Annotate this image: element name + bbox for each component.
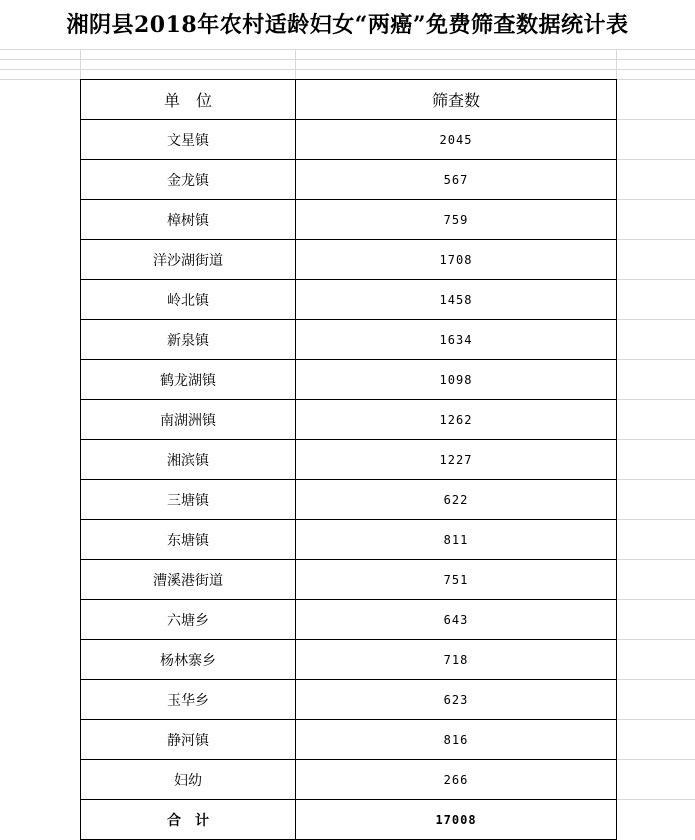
count-cell[interactable]: 623 — [296, 680, 617, 720]
unit-cell[interactable]: 三塘镇 — [81, 480, 296, 520]
count-cell[interactable]: 1098 — [296, 360, 617, 400]
table-row — [81, 160, 617, 200]
unit-cell[interactable]: 樟树镇 — [81, 200, 296, 240]
count-cell[interactable]: 266 — [296, 760, 617, 800]
table-row — [81, 600, 617, 640]
total-count-cell[interactable]: 17008 — [296, 800, 617, 840]
table-row — [81, 560, 617, 600]
header-count[interactable]: 筛查数 — [296, 80, 617, 120]
header-unit[interactable]: 单 位 — [81, 80, 296, 120]
table-row — [81, 200, 617, 240]
count-cell[interactable]: 751 — [296, 560, 617, 600]
total-label-cell[interactable]: 合 计 — [81, 800, 296, 840]
table-row — [81, 400, 617, 440]
total-row — [81, 800, 617, 840]
count-cell[interactable]: 718 — [296, 640, 617, 680]
table-row — [81, 720, 617, 760]
table-row — [81, 280, 617, 320]
table-row — [81, 120, 617, 160]
count-cell[interactable]: 1708 — [296, 240, 617, 280]
unit-cell[interactable]: 新泉镇 — [81, 320, 296, 360]
count-cell[interactable]: 1262 — [296, 400, 617, 440]
screening-data-table — [80, 79, 617, 840]
count-cell[interactable]: 1634 — [296, 320, 617, 360]
count-cell[interactable]: 622 — [296, 480, 617, 520]
table-row — [81, 520, 617, 560]
count-cell[interactable]: 811 — [296, 520, 617, 560]
unit-cell[interactable]: 岭北镇 — [81, 280, 296, 320]
unit-cell[interactable]: 鹤龙湖镇 — [81, 360, 296, 400]
sheet-title: 湘阴县2018年农村适龄妇女“两癌”免费筛查数据统计表 — [66, 12, 629, 38]
unit-cell[interactable]: 东塘镇 — [81, 520, 296, 560]
table-row — [81, 480, 617, 520]
table-row — [81, 760, 617, 800]
count-cell[interactable]: 2045 — [296, 120, 617, 160]
count-cell[interactable]: 567 — [296, 160, 617, 200]
table-row — [81, 440, 617, 480]
unit-cell[interactable]: 金龙镇 — [81, 160, 296, 200]
unit-cell[interactable]: 南湖洲镇 — [81, 400, 296, 440]
table-row — [81, 240, 617, 280]
count-cell[interactable]: 759 — [296, 200, 617, 240]
table-row — [81, 680, 617, 720]
unit-cell[interactable]: 漕溪港街道 — [81, 560, 296, 600]
table-row — [81, 360, 617, 400]
unit-cell[interactable]: 洋沙湖街道 — [81, 240, 296, 280]
unit-cell[interactable]: 杨林寨乡 — [81, 640, 296, 680]
unit-cell[interactable]: 妇幼 — [81, 760, 296, 800]
table-row — [81, 320, 617, 360]
count-cell[interactable]: 1227 — [296, 440, 617, 480]
unit-cell[interactable]: 湘滨镇 — [81, 440, 296, 480]
table-row — [81, 640, 617, 680]
count-cell[interactable]: 1458 — [296, 280, 617, 320]
unit-cell[interactable]: 文星镇 — [81, 120, 296, 160]
header-row — [81, 80, 617, 120]
unit-cell[interactable]: 静河镇 — [81, 720, 296, 760]
count-cell[interactable]: 643 — [296, 600, 617, 640]
unit-cell[interactable]: 六塘乡 — [81, 600, 296, 640]
unit-cell[interactable]: 玉华乡 — [81, 680, 296, 720]
count-cell[interactable]: 816 — [296, 720, 617, 760]
